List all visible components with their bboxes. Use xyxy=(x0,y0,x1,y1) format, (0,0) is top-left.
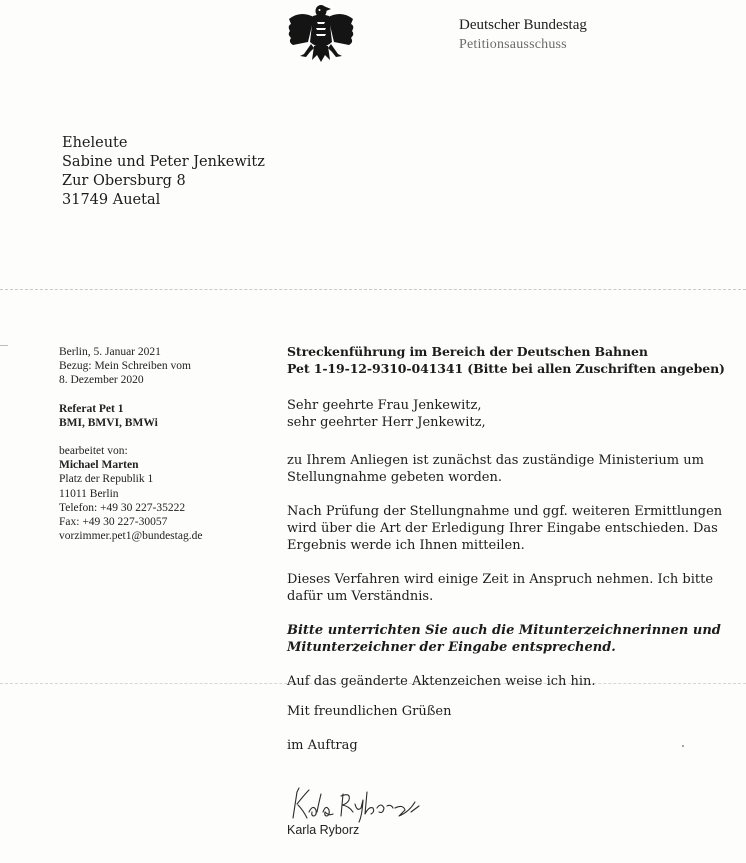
handwritten-signature xyxy=(285,782,435,826)
salutation: sehr geehrter Herr Jenkewitz, xyxy=(287,415,486,430)
address-line: Zur Obersburg 8 xyxy=(62,173,186,189)
sender-city: 11011 Berlin xyxy=(59,487,119,500)
scan-speck xyxy=(682,745,684,747)
reference-line: Bezug: Mein Schreiben vom xyxy=(59,360,191,373)
closing: Mit freundlichen Grüßen xyxy=(287,704,452,719)
paragraph: zu Ihrem Anliegen ist zunächst das zuständige Ministerium um Stellungnahme gebeten worden. xyxy=(287,453,704,485)
paragraph: Auf das geänderte Aktenzeichen weise ich hin. xyxy=(287,674,596,689)
sender-street: Platz der Republik 1 xyxy=(59,473,154,486)
sender-fax: Fax: +49 30 227-30057 xyxy=(59,516,168,529)
department: Referat Pet 1 xyxy=(59,402,124,415)
emphasized-paragraph: Bitte unterrichten Sie auch die Mitunterzeichnerinnen und Mitunterzeichner der Eingabe entsprechend. xyxy=(287,623,721,655)
ministries: BMI, BMVI, BMWi xyxy=(59,416,158,429)
federal-eagle-icon xyxy=(286,2,356,68)
paragraph: Nach Prüfung der Stellungnahme und ggf. weiteren Ermittlungen wird über die Art der Erledigung Ihrer Eingabe entschieden. Das Ergebnis werde ich Ihnen mitteilen. xyxy=(287,504,723,553)
sender-info xyxy=(59,345,202,543)
processor-name: Michael Marten xyxy=(59,459,139,472)
fold-line xyxy=(0,289,746,291)
address-line: Sabine und Peter Jenkewitz xyxy=(62,154,265,170)
reference-number: Pet 1-19-12-9310-041341 (Bitte bei allen Zuschriften angeben) xyxy=(287,361,725,376)
reference-date: 8. Dezember 2020 xyxy=(59,374,144,387)
on-behalf: im Auftrag xyxy=(287,738,358,753)
address-line: Eheleute xyxy=(62,135,128,151)
processed-by-label: bearbeitet von: xyxy=(59,445,128,458)
institution-name: Deutscher Bundestag xyxy=(459,17,587,33)
address-line: 31749 Auetal xyxy=(62,192,161,208)
paragraph: Dieses Verfahren wird einige Zeit in Anspruch nehmen. Ich bitte dafür um Verständnis. xyxy=(287,572,714,604)
punch-mark xyxy=(0,345,8,346)
letter-date: Berlin, 5. Januar 2021 xyxy=(59,346,161,358)
salutation: Sehr geehrte Frau Jenkewitz, xyxy=(287,398,482,413)
signer-name: Karla Ryborz xyxy=(287,823,360,837)
letter-body xyxy=(287,343,737,754)
sender-email: vorzimmer.pet1@bundestag.de xyxy=(59,530,203,543)
sender-phone: Telefon: +49 30 227-35222 xyxy=(59,501,186,514)
recipient-address xyxy=(62,134,265,210)
subject-line: Streckenführung im Bereich der Deutschen Bahnen xyxy=(287,344,648,359)
committee-name: Petitionsausschuss xyxy=(459,37,567,52)
